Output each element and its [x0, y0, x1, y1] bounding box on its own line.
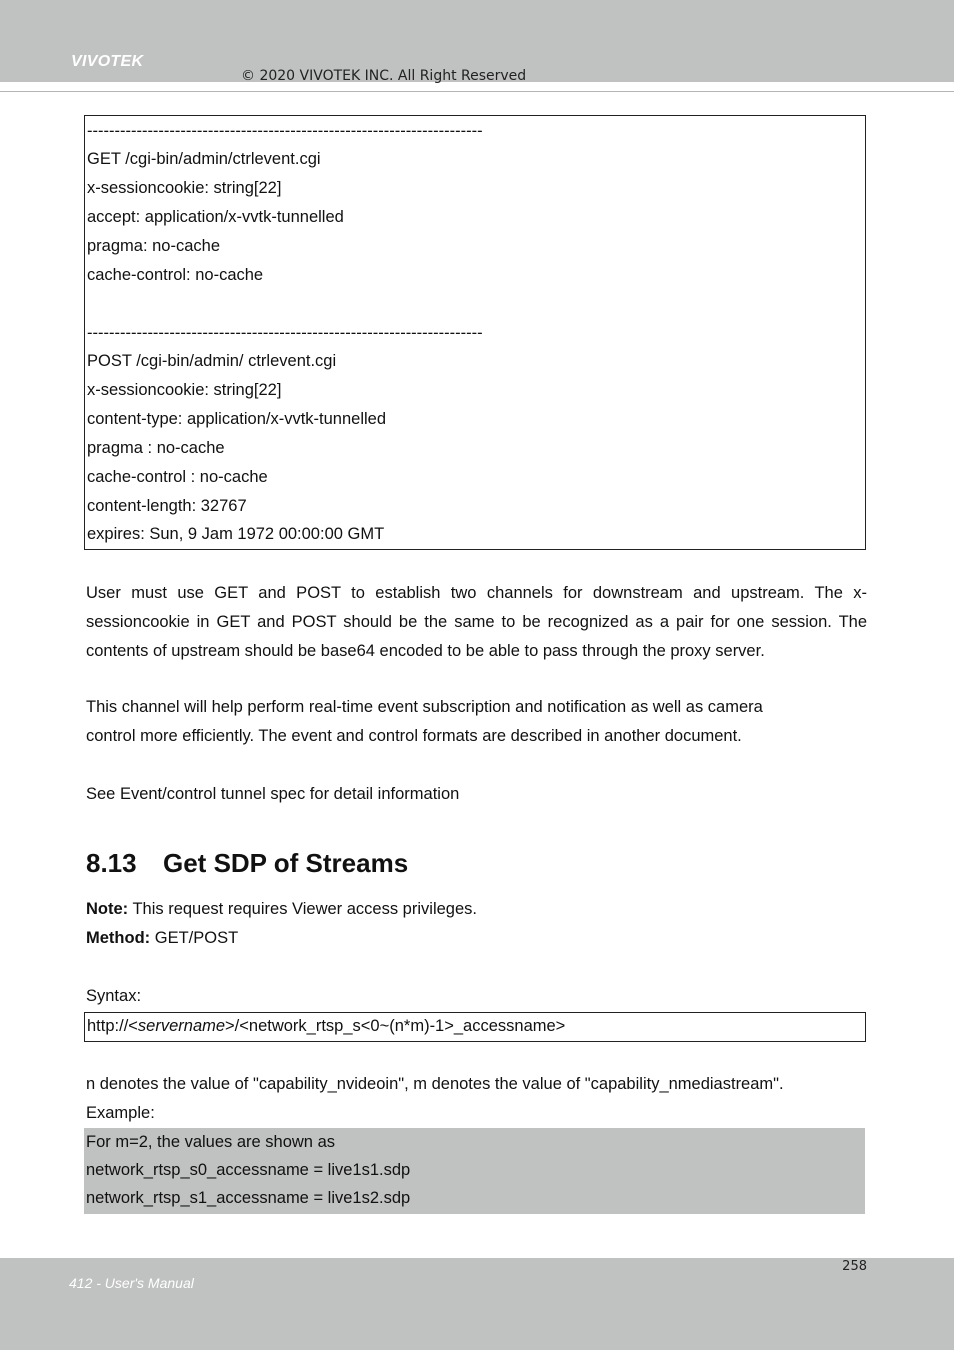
capability-description: n denotes the value of "capability_nvideoin", m denotes the value of "capability_nmediastream". [86, 1075, 784, 1093]
channel-paragraph-line: control more efficiently. The event and control formats are described in another document. [86, 727, 742, 745]
example-block [84, 1128, 865, 1214]
note-text: This request requires Viewer access privileges. [128, 900, 477, 918]
tunnel-request-code-block [84, 115, 866, 550]
code-line: pragma: no-cache [87, 237, 220, 255]
method-text: GET/POST [150, 929, 239, 947]
method-line [86, 929, 238, 948]
copyright-text: © 2020 VIVOTEK INC. All Right Reserved [241, 68, 527, 84]
code-line: accept: application/x-vvtk-tunnelled [87, 208, 344, 226]
syntax-url [87, 1017, 565, 1036]
manual-label: 412 - User's Manual [69, 1275, 194, 1291]
syntax-suffix: >/<network_rtsp_s<0~(n*m)-1>_accessname> [225, 1017, 566, 1035]
page-header [0, 0, 954, 82]
section-number: 8.13 [86, 848, 137, 878]
code-line: GET /cgi-bin/admin/ctrlevent.cgi [87, 150, 321, 168]
example-label: Example: [86, 1104, 155, 1122]
code-line: ------------------------------------------------------------------------ [87, 324, 483, 342]
page-number: 258 [842, 1259, 867, 1274]
brand-logo: VIVOTEK [71, 53, 144, 70]
code-line: POST /cgi-bin/admin/ ctrlevent.cgi [87, 352, 337, 370]
example-line: For m=2, the values are shown as [86, 1133, 335, 1151]
code-line: ------------------------------------------------------------------------ [87, 122, 483, 140]
code-line: x-sessioncookie: string[22] [87, 381, 282, 399]
code-line: cache-control: no-cache [87, 266, 264, 284]
code-line: pragma : no-cache [87, 439, 225, 457]
syntax-label: Syntax: [86, 987, 142, 1005]
syntax-servername: servername [137, 1017, 226, 1035]
note-label: Note: [86, 900, 129, 918]
example-line: network_rtsp_s0_accessname = live1s1.sdp [86, 1161, 411, 1179]
code-line: expires: Sun, 9 Jam 1972 00:00:00 GMT [87, 525, 385, 543]
example-line: network_rtsp_s1_accessname = live1s2.sdp [86, 1189, 411, 1207]
method-label: Method: [86, 929, 151, 947]
code-line: x-sessioncookie: string[22] [87, 179, 282, 197]
channel-paragraph-line: This channel will help perform real-time event subscription and notification as well as camera [86, 698, 763, 716]
code-line: cache-control : no-cache [87, 468, 268, 486]
see-spec-text: See Event/control tunnel spec for detail information [86, 785, 460, 803]
syntax-prefix: http://< [87, 1017, 138, 1035]
channels-paragraph: User must use GET and POST to establish two channels for downstream and upstream. The x-sessioncookie in GET and POST should be the same to be recognized as a pair for one session. The contents of upstream should be base64 encoded to be able to pass through the proxy server. [86, 584, 867, 660]
page-footer [0, 1258, 954, 1350]
syntax-box [84, 1012, 866, 1042]
section-heading [86, 848, 408, 879]
code-line: content-type: application/x-vvtk-tunnelled [87, 410, 386, 428]
header-divider [0, 91, 954, 92]
note-line [86, 900, 477, 919]
code-line: content-length: 32767 [87, 497, 247, 515]
section-title: Get SDP of Streams [163, 848, 409, 878]
